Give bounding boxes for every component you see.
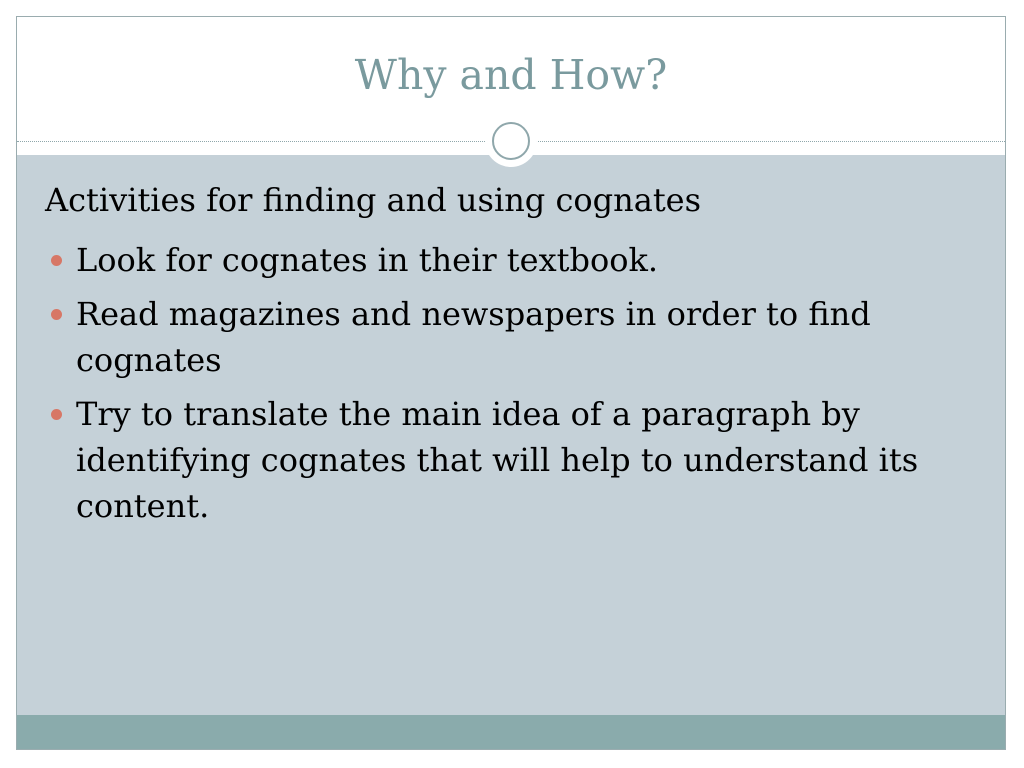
divider-circle-icon [485,115,537,167]
slide-title: Why and How? [354,51,668,99]
bullet-text: Read magazines and newspapers in order to find cognates [76,295,871,379]
list-item [45,237,985,283]
slide-body [45,181,985,537]
bullet-list [45,237,985,529]
list-item [45,391,985,529]
bullet-text: Look for cognates in their textbook. [76,241,659,279]
slide [16,16,1006,750]
divider-circle-ring [492,122,530,160]
bullet-icon [51,409,62,420]
footer-band [17,715,1005,749]
bullet-icon [51,309,62,320]
bullet-text: Try to translate the main idea of a paragraph by identifying cognates that will help to understand its content. [76,395,919,525]
list-item [45,291,985,383]
bullet-icon [51,255,62,266]
intro-text: Activities for finding and using cognates [45,181,702,219]
